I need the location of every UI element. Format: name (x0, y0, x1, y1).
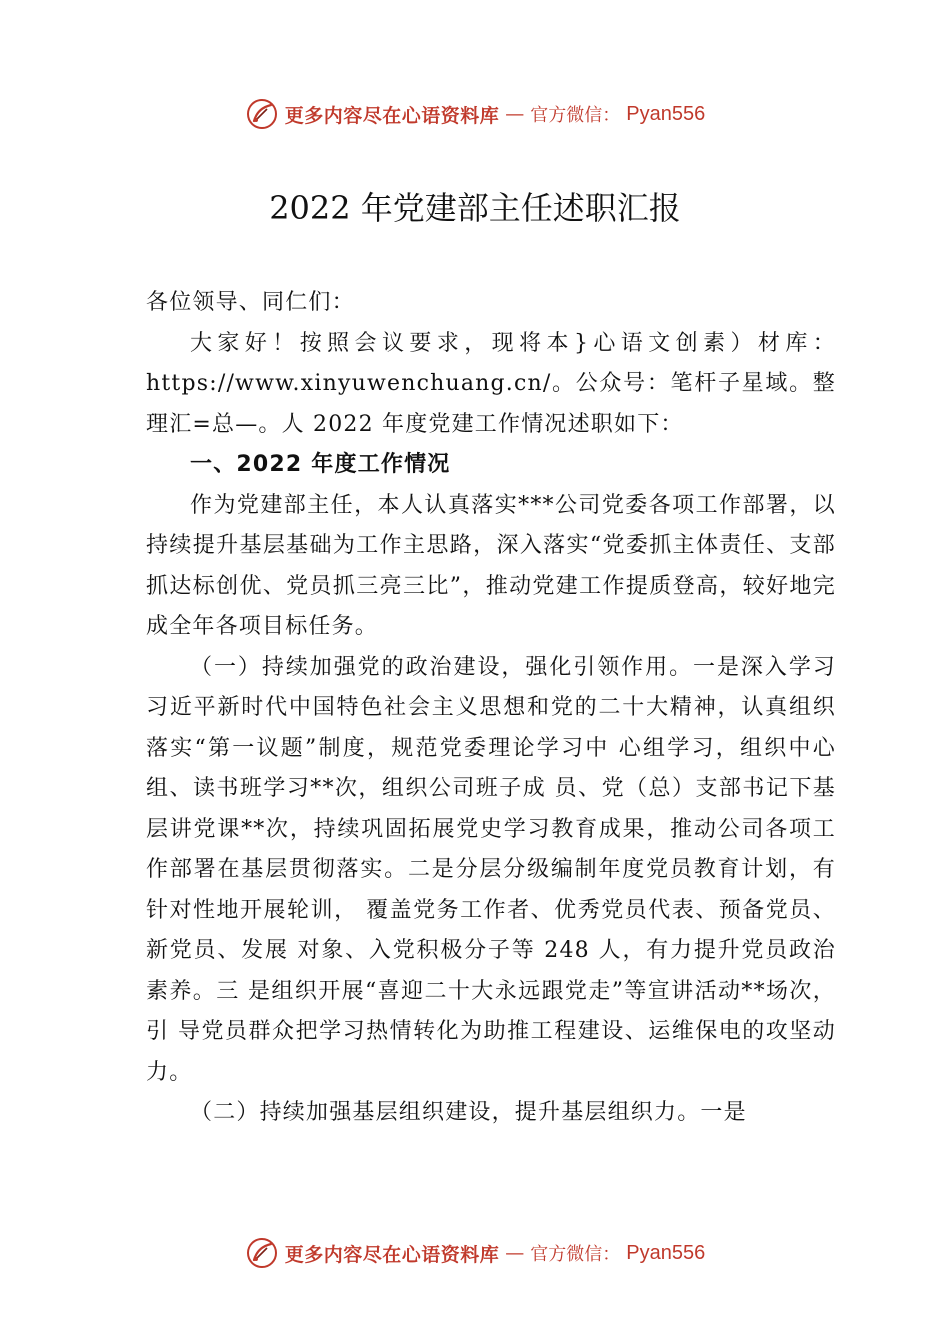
watermark-label: 官方微信： (530, 1244, 621, 1265)
watermark-label: 官方微信： (530, 105, 621, 126)
section-heading-1: 一、2022 年度工作情况 (190, 452, 451, 477)
intro-paragraph: 大家好！按照会议要求，现将本}心语文创素）材库：https://www.xinyuwenchuang.cn/。公众号：笔杆子星域。整理汇=总—。人 2022 年度党建工作情况述职如下： (146, 330, 836, 437)
watermark-dash: — (505, 103, 525, 125)
salutation: 各位领导、同仁们： (146, 290, 355, 315)
watermark-wechat-id: Pyan556 (626, 1241, 706, 1264)
watermark-dash: — (505, 1242, 525, 1264)
watermark-main-text: 更多内容尽在心语资料库 (284, 104, 500, 127)
document-title: 2022 年党建部主任述职汇报 (269, 189, 681, 227)
watermark-logo-icon (245, 97, 279, 131)
watermark-logo-icon (245, 1236, 279, 1270)
document-body (146, 283, 836, 1134)
paragraph-3: （二）持续加强基层组织建设，提升基层组织力。一是 (190, 1100, 747, 1125)
watermark-wechat-id: Pyan556 (626, 102, 706, 125)
paragraph-1: 作为党建部主任，本人认真落实***公司党委各项工作部署，以持续提升基层基础为工作主思路，深入落实“党委抓主体责任、支部抓达标创优、党员抓三亮三比”，推动党建工作提质登高，较好地完成全年各项目标任务。 (146, 492, 836, 639)
watermark-main-text: 更多内容尽在心语资料库 (284, 1243, 500, 1266)
watermark-footer (0, 1236, 950, 1270)
watermark-header (0, 97, 950, 131)
paragraph-2: （一）持续加强党的政治建设，强化引领作用。一是深入学习习近平新时代中国特色社会主义思想和党的二十大精神，认真组织落实“第一议题”制度，规范党委理论学习中 心组学习，组织中心组、读书班学习**次，组织公司班子成 员、党（总）支部书记下基层讲党课**次，持续巩固拓展党史学习教育成果，推动公司各项工作部署在基层贯彻落实。二是分层分级编制年度党员教育计划，有针对性地开展轮训， 覆盖党务工作者、优秀党员代表、预备党员、新党员、发展 对象、入党积极分子等 248 人，有力提升党员政治素养。三 是组织开展“喜迎二十大永远跟党走”等宣讲活动**场次，引 导党员群众把学习热情转化为助推工程建设、运维保电的攻坚动力。 (146, 654, 836, 1085)
